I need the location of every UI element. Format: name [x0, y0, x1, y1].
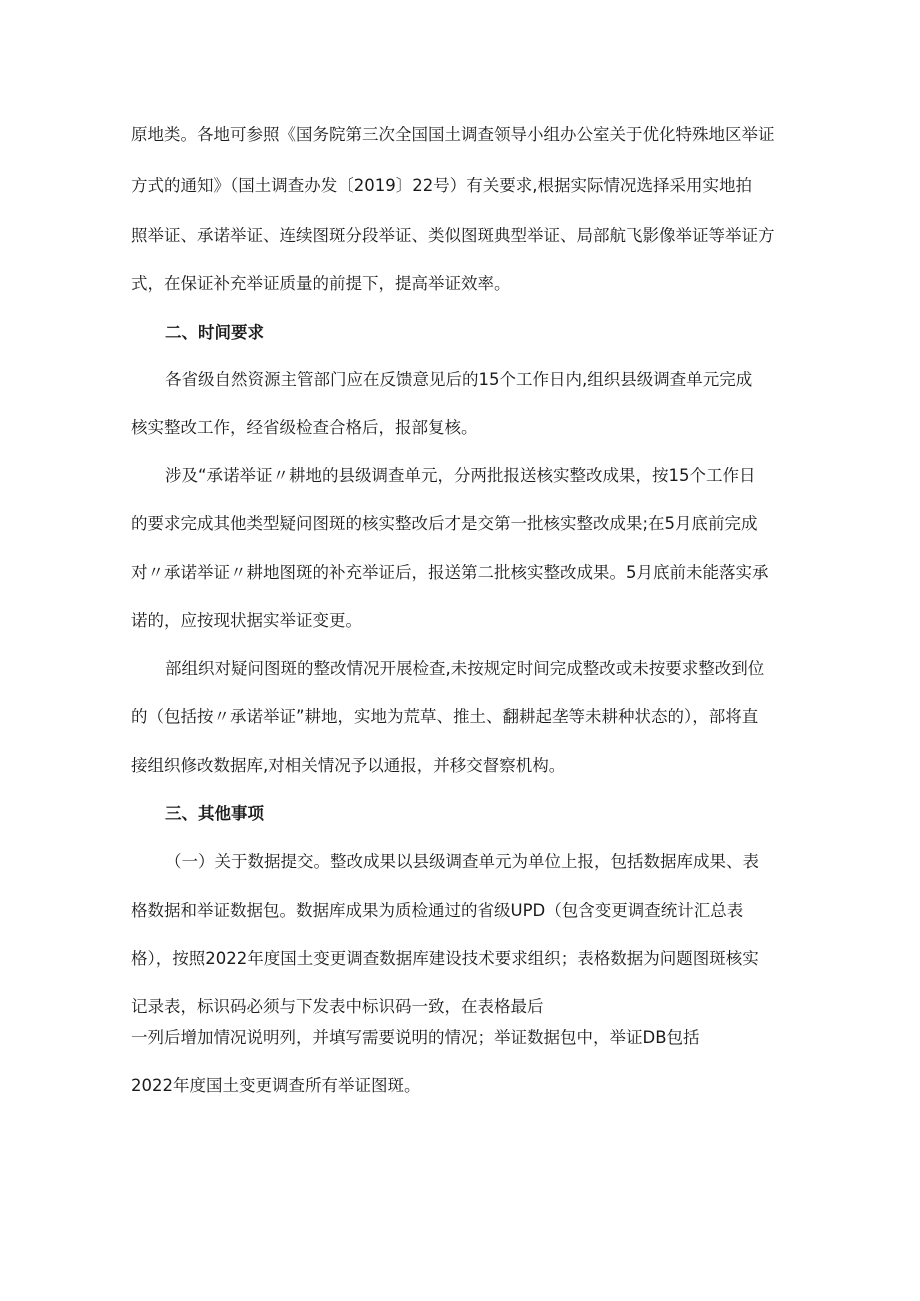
section-heading-other-matters: 三、其他事项: [165, 804, 264, 823]
body-line: （一）关于数据提交。整改成果以县级调查单元为单位上报，包括数据库成果、表: [165, 852, 759, 871]
body-line: 方式的通知》（国土调查办发〔2019〕22号）有关要求,根据实际情况选择采用实地拍: [131, 176, 752, 195]
body-line: 2022年度国土变更调查所有举证图斑。: [131, 1076, 421, 1095]
body-line: 各省级自然资源主管部门应在反馈意见后的15个工作日内,组织县级调查单元完成: [165, 370, 753, 389]
body-line: 接组织修改数据库,对相关情况予以通报，并移交督察机构。: [131, 756, 566, 775]
body-line: 格数据和举证数据包。数据库成果为质检通过的省级UPD（包含变更调查统计汇总表: [131, 901, 744, 920]
body-line: 一列后增加情况说明列，并填写需要说明的情况；举证数据包中，举证DB包括: [131, 1028, 700, 1047]
body-line: 的（包括按〃承诺举证”耕地，实地为荒草、推土、翻耕起垄等未耕种状态的），部将直: [131, 707, 759, 726]
body-line: 涉及“承诺举证〃耕地的县级调查单元，分两批报送核实整改成果，按15个工作日: [165, 466, 756, 485]
body-line: 原地类。各地可参照《国务院第三次全国国土调查领导小组办公室关于优化特殊地区举证: [131, 125, 775, 144]
body-line: 式，在保证补充举证质量的前提下，提高举证效率。: [131, 274, 511, 293]
body-line: 的要求完成其他类型疑问图斑的核实整改后才是交第一批核实整改成果;在5月底前完成: [131, 514, 758, 533]
body-line: 部组织对疑问图斑的整改情况开展检查,未按规定时间完成整改或未按要求整改到位: [165, 659, 765, 678]
body-line: 核实整改工作，经省级检查合格后，报部复核。: [131, 418, 478, 437]
body-line: 照举证、承诺举证、连续图斑分段举证、类似图斑典型举证、局部航飞影像举证等举证方: [131, 226, 775, 245]
section-heading-time-requirements: 二、时间要求: [165, 323, 264, 342]
body-line: 记录表，标识码必须与下发表中标识码一致，在表格最后: [131, 997, 544, 1016]
body-line: 诺的，应按现状据实举证变更。: [131, 611, 362, 630]
body-line: 对〃承诺举证〃耕地图斑的补充举证后，报送第二批核实整改成果。5月底前未能落实承: [131, 563, 769, 582]
body-line: 格），按照2022年度国土变更调查数据库建设技术要求组织；表格数据为问题图斑核实: [131, 949, 759, 968]
